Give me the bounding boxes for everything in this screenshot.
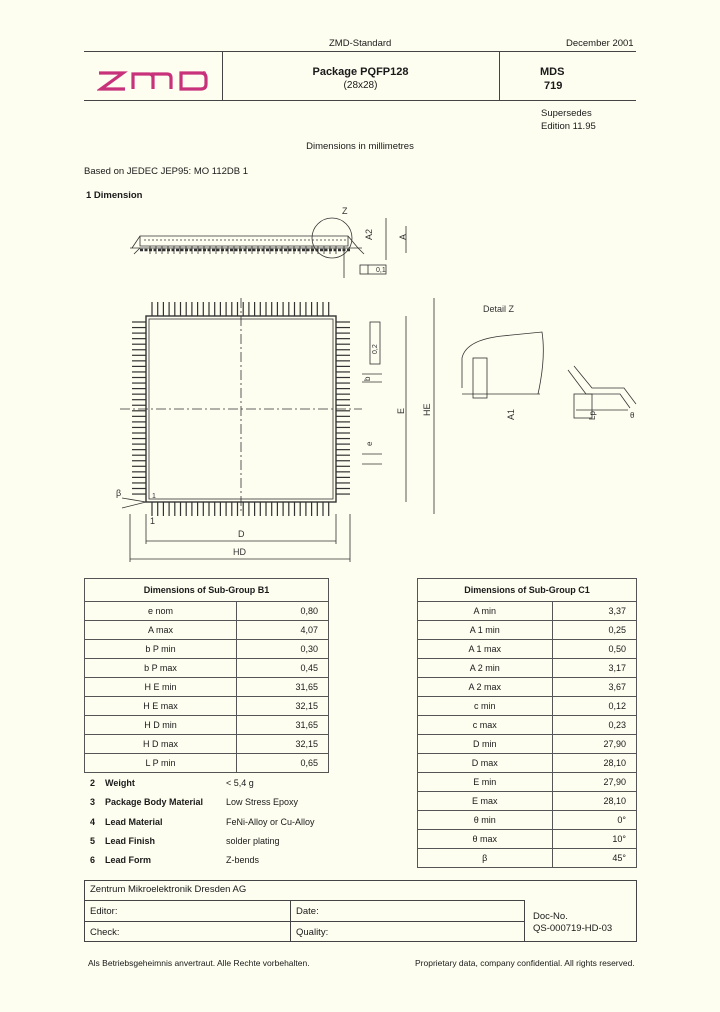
label-d: D bbox=[238, 529, 245, 539]
dimension-label: D max bbox=[418, 754, 553, 773]
table-row bbox=[418, 621, 637, 640]
dimension-value: 0,23 bbox=[552, 716, 636, 735]
table-row bbox=[85, 754, 329, 773]
property-name: Lead Finish bbox=[105, 835, 156, 846]
table-row bbox=[418, 716, 637, 735]
dimension-value: 32,15 bbox=[237, 697, 329, 716]
label-theta: θ bbox=[630, 411, 635, 420]
dimension-label: A min bbox=[418, 602, 553, 621]
dimension-label: D min bbox=[418, 735, 553, 754]
table-subgroup-c1 bbox=[417, 578, 637, 868]
table-subgroup-b1 bbox=[84, 578, 329, 773]
label-a: A bbox=[398, 233, 408, 240]
table-row bbox=[418, 678, 637, 697]
table-row bbox=[418, 849, 637, 868]
side-view bbox=[130, 218, 406, 278]
edition: Edition 11.95 bbox=[541, 121, 596, 132]
label-detail-z: Detail Z bbox=[483, 304, 515, 314]
dimension-label: θ max bbox=[418, 830, 553, 849]
table-row bbox=[418, 792, 637, 811]
dimension-label: H E min bbox=[85, 678, 237, 697]
dimension-value: 31,65 bbox=[237, 716, 329, 735]
mds-number: 719 bbox=[544, 80, 563, 92]
dimension-label: H D max bbox=[85, 735, 237, 754]
table-row bbox=[418, 830, 637, 849]
table-row bbox=[85, 697, 329, 716]
property-value: solder plating bbox=[226, 835, 280, 846]
table-row bbox=[418, 602, 637, 621]
package-size: (28x28) bbox=[343, 80, 378, 91]
label-tol1: 0,1 bbox=[376, 267, 386, 274]
confidential-note-de: Als Betriebsgeheimnis anvertraut. Alle Rechte vorbehalten. bbox=[88, 958, 310, 968]
dimension-value: 4,07 bbox=[237, 621, 329, 640]
label-z: Z bbox=[342, 206, 348, 216]
label-a1: A1 bbox=[506, 408, 516, 420]
property-name: Lead Form bbox=[105, 855, 152, 866]
table-row bbox=[418, 659, 637, 678]
standard-label: ZMD-Standard bbox=[329, 38, 392, 49]
editor-label: Editor: bbox=[90, 906, 118, 917]
doc-no: QS-000719-HD-03 bbox=[533, 923, 613, 934]
table-b1-title: Dimensions of Sub-Group B1 bbox=[85, 579, 329, 602]
property-number: 6 bbox=[90, 855, 96, 866]
dimension-value: 3,17 bbox=[552, 659, 636, 678]
dimension-value: 28,10 bbox=[552, 754, 636, 773]
table-row bbox=[418, 754, 637, 773]
label-a2: A2 bbox=[364, 228, 374, 240]
table-row bbox=[85, 716, 329, 735]
dimension-label: e nom bbox=[85, 602, 237, 621]
dimension-value: 3,67 bbox=[552, 678, 636, 697]
table-row bbox=[85, 735, 329, 754]
date-label: Date: bbox=[296, 906, 319, 917]
table-row bbox=[418, 697, 637, 716]
dimension-label: A max bbox=[85, 621, 237, 640]
dimension-label: c min bbox=[418, 697, 553, 716]
supersedes-label: Supersedes bbox=[541, 108, 592, 119]
dimension-value: 0,80 bbox=[237, 602, 329, 621]
label-pin1-a: 1 bbox=[152, 493, 156, 500]
dimension-value: 0,12 bbox=[552, 697, 636, 716]
table-row bbox=[418, 811, 637, 830]
dimension-label: A 1 min bbox=[418, 621, 553, 640]
dimension-value: 0,45 bbox=[237, 659, 329, 678]
dimension-label: b P min bbox=[85, 640, 237, 659]
table-row bbox=[85, 621, 329, 640]
dimension-value: 0,25 bbox=[552, 621, 636, 640]
label-tol2: 0,2 bbox=[372, 344, 379, 354]
doc-no-label: Doc-No. bbox=[533, 911, 568, 922]
dimension-value: 0,30 bbox=[237, 640, 329, 659]
dimension-label: L P min bbox=[85, 754, 237, 773]
dimension-value: 32,15 bbox=[237, 735, 329, 754]
property-value: Z-bends bbox=[226, 855, 260, 866]
table-row bbox=[85, 659, 329, 678]
dimension-value: 28,10 bbox=[552, 792, 636, 811]
property-number: 3 bbox=[90, 797, 96, 808]
property-number: 4 bbox=[90, 816, 96, 827]
property-value: FeNi-Alloy or Cu-Alloy bbox=[226, 816, 315, 827]
label-he: HE bbox=[422, 403, 432, 416]
label-b: b bbox=[363, 376, 372, 381]
property-number: 5 bbox=[90, 835, 96, 846]
dimension-label: H D min bbox=[85, 716, 237, 735]
dimension-label: A 2 min bbox=[418, 659, 553, 678]
package-title: Package PQFP128 bbox=[312, 66, 409, 78]
label-hd: HD bbox=[233, 547, 246, 557]
dimension-label: b P max bbox=[85, 659, 237, 678]
dimension-label: E max bbox=[418, 792, 553, 811]
package-drawing bbox=[100, 198, 660, 578]
table-row bbox=[418, 735, 637, 754]
section-dimension: 1 Dimension bbox=[86, 190, 143, 201]
property-name: Lead Material bbox=[105, 816, 163, 827]
label-e: e bbox=[365, 441, 374, 446]
check-label: Check: bbox=[90, 927, 120, 938]
dimension-value: 45° bbox=[552, 849, 636, 868]
dimension-label: A 2 max bbox=[418, 678, 553, 697]
label-beta: β bbox=[116, 488, 122, 498]
dimension-value: 0° bbox=[552, 811, 636, 830]
table-row bbox=[85, 678, 329, 697]
dimension-label: E min bbox=[418, 773, 553, 792]
property-value: Low Stress Epoxy bbox=[226, 797, 299, 808]
dimension-value: 0,50 bbox=[552, 640, 636, 659]
mds-label: MDS bbox=[540, 66, 565, 78]
dimension-value: 3,37 bbox=[552, 602, 636, 621]
dimension-value: 27,90 bbox=[552, 773, 636, 792]
zmd-logo bbox=[97, 70, 209, 92]
property-name: Weight bbox=[105, 778, 135, 788]
table-row bbox=[418, 640, 637, 659]
table-row bbox=[418, 773, 637, 792]
dimension-label: β bbox=[418, 849, 553, 868]
confidential-note-en: Proprietary data, company confidential. All rights reserved. bbox=[415, 958, 635, 968]
dimension-label: A 1 max bbox=[418, 640, 553, 659]
table-row bbox=[85, 602, 329, 621]
company-name: Zentrum Mikroelektronik Dresden AG bbox=[90, 884, 247, 895]
units-note: Dimensions in millimetres bbox=[306, 141, 414, 152]
property-name: Package Body Material bbox=[105, 797, 204, 808]
jedec-reference: Based on JEDEC JEP95: MO 112DB 1 bbox=[84, 166, 249, 177]
label-e-big: E bbox=[396, 407, 406, 414]
label-pin1-b: 1 bbox=[150, 516, 156, 526]
dimension-label: H E max bbox=[85, 697, 237, 716]
table-c1-title: Dimensions of Sub-Group C1 bbox=[418, 579, 637, 602]
dimension-label: θ min bbox=[418, 811, 553, 830]
issue-date: December 2001 bbox=[566, 38, 634, 49]
dimension-value: 27,90 bbox=[552, 735, 636, 754]
property-value: < 5,4 g bbox=[226, 778, 254, 788]
label-lp: Lp bbox=[588, 411, 597, 420]
dimension-value: 31,65 bbox=[237, 678, 329, 697]
quality-label: Quality: bbox=[296, 927, 329, 938]
dimension-value: 0,65 bbox=[237, 754, 329, 773]
dimension-value: 10° bbox=[552, 830, 636, 849]
table-row bbox=[85, 640, 329, 659]
property-number: 2 bbox=[90, 778, 96, 788]
dimension-label: c max bbox=[418, 716, 553, 735]
